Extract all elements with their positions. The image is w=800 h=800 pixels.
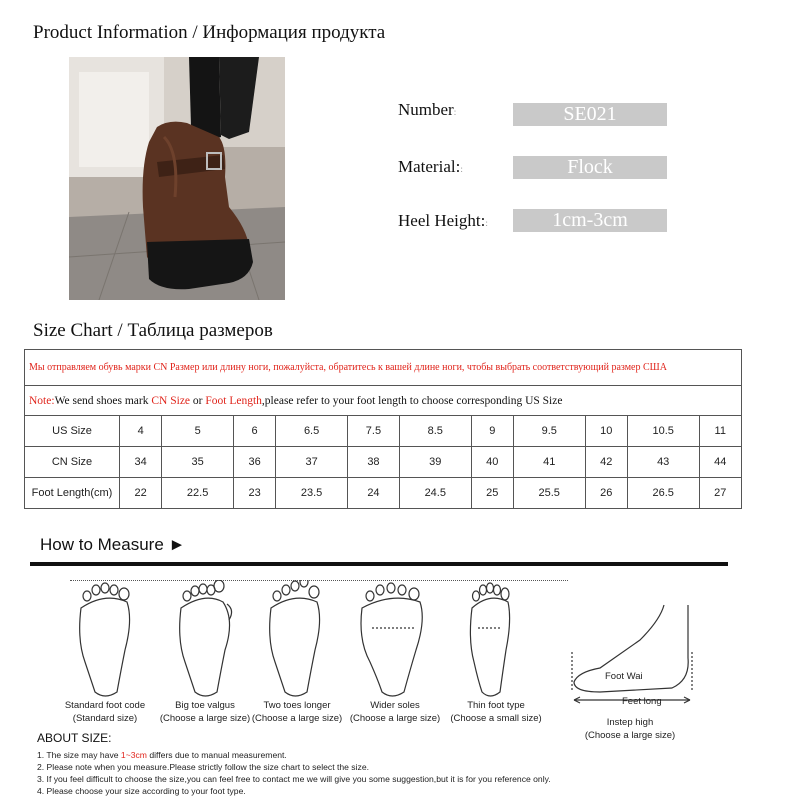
how-to-measure-heading: How to Measure ► bbox=[40, 535, 186, 554]
row-label: US Size bbox=[25, 416, 120, 447]
feet-long-label: Feet long bbox=[622, 696, 662, 707]
foot-illustrations bbox=[0, 580, 800, 705]
table-row bbox=[25, 478, 742, 509]
table-cell: 43 bbox=[627, 447, 699, 478]
table-cell: 22.5 bbox=[162, 478, 234, 509]
foot-caption: Two toes longer (Choose a large size) bbox=[251, 700, 343, 724]
foot-caption: Big toe valgus (Choose a large size) bbox=[159, 700, 251, 724]
table-row bbox=[25, 350, 742, 386]
table-cell: 24.5 bbox=[399, 478, 471, 509]
spec-material-label: Material:: bbox=[398, 157, 463, 176]
table-cell: 9 bbox=[471, 416, 513, 447]
table-cell: 4 bbox=[120, 416, 162, 447]
table-cell: 34 bbox=[120, 447, 162, 478]
about-item: 3. If you feel difficult to choose the size,you can feel free to contact me we will give you some suggestion,but it is for you reference only. bbox=[37, 774, 551, 784]
table-cell: 38 bbox=[347, 447, 399, 478]
boot-photo-image bbox=[69, 57, 285, 300]
foot-caption: Wider soles (Choose a large size) bbox=[349, 700, 441, 724]
table-cell: 10 bbox=[585, 416, 627, 447]
about-item: 4. Please choose your size according to your foot type. bbox=[37, 786, 246, 796]
foot-wai-label: Foot Wai bbox=[605, 671, 643, 682]
table-cell: 6.5 bbox=[276, 416, 348, 447]
foot-side-view-illustration bbox=[572, 605, 692, 703]
table-cell: 42 bbox=[585, 447, 627, 478]
table-cell: 23.5 bbox=[276, 478, 348, 509]
table-cell: 25 bbox=[471, 478, 513, 509]
table-row bbox=[25, 416, 742, 447]
spec-number-value: SE021 bbox=[513, 103, 667, 126]
foot-caption: Instep high (Choose a large size) bbox=[584, 717, 676, 741]
table-cell: 22 bbox=[120, 478, 162, 509]
foot-caption: Standard foot code (Standard size) bbox=[64, 700, 146, 724]
table-cell: 35 bbox=[162, 447, 234, 478]
foot-thin-type-illustration bbox=[470, 583, 509, 696]
row-label: CN Size bbox=[25, 447, 120, 478]
about-size-heading: ABOUT SIZE: bbox=[37, 731, 112, 745]
row-label: Foot Length(cm) bbox=[25, 478, 120, 509]
size-chart-heading: Size Chart / Таблица размеров bbox=[33, 320, 273, 341]
table-cell: 7.5 bbox=[347, 416, 399, 447]
divider bbox=[30, 562, 728, 566]
foot-standard-illustration bbox=[80, 583, 130, 696]
spec-number-label: Number: bbox=[398, 100, 457, 119]
table-cell: 5 bbox=[162, 416, 234, 447]
table-cell: 10.5 bbox=[627, 416, 699, 447]
size-table bbox=[24, 349, 742, 509]
spec-heel-label: Heel Height:: bbox=[398, 211, 488, 230]
table-cell: 27 bbox=[699, 478, 742, 509]
foot-two-toes-longer-illustration bbox=[270, 580, 320, 696]
table-cell: 41 bbox=[513, 447, 585, 478]
table-cell: 25.5 bbox=[513, 478, 585, 509]
table-cell: 36 bbox=[233, 447, 275, 478]
foot-big-toe-valgus-illustration bbox=[180, 580, 232, 696]
spec-material-value: Flock bbox=[513, 156, 667, 179]
about-item: 1. The size may have 1~3cm differs due to manual measurement. bbox=[37, 750, 287, 760]
table-cell: 24 bbox=[347, 478, 399, 509]
russian-note: Мы отправляем обувь марки CN Размер или длину ноги, пожалуйста, обратитесь к вашей длине ноги, чтобы выбрать соответствующий размер США bbox=[25, 350, 742, 386]
table-cell: 23 bbox=[233, 478, 275, 509]
table-cell: 26 bbox=[585, 478, 627, 509]
table-cell: 40 bbox=[471, 447, 513, 478]
product-photo bbox=[69, 57, 285, 300]
about-item: 2. Please note when you measure.Please strictly follow the size chart to select the size. bbox=[37, 762, 369, 772]
foot-wider-soles-illustration bbox=[361, 583, 422, 696]
table-cell: 11 bbox=[699, 416, 742, 447]
spec-heel-value: 1cm-3cm bbox=[513, 209, 667, 232]
product-info-heading: Product Information / Информация продукта bbox=[33, 22, 386, 43]
table-cell: 37 bbox=[276, 447, 348, 478]
table-row bbox=[25, 386, 742, 416]
table-cell: 9.5 bbox=[513, 416, 585, 447]
english-note: Note:We send shoes mark CN Size or Foot Length,please refer to your foot length to choose corresponding US Size bbox=[25, 386, 742, 416]
foot-caption: Thin foot type (Choose a small size) bbox=[450, 700, 542, 724]
table-cell: 39 bbox=[399, 447, 471, 478]
table-cell: 8.5 bbox=[399, 416, 471, 447]
table-row bbox=[25, 447, 742, 478]
table-cell: 6 bbox=[233, 416, 275, 447]
table-cell: 44 bbox=[699, 447, 742, 478]
table-cell: 26.5 bbox=[627, 478, 699, 509]
